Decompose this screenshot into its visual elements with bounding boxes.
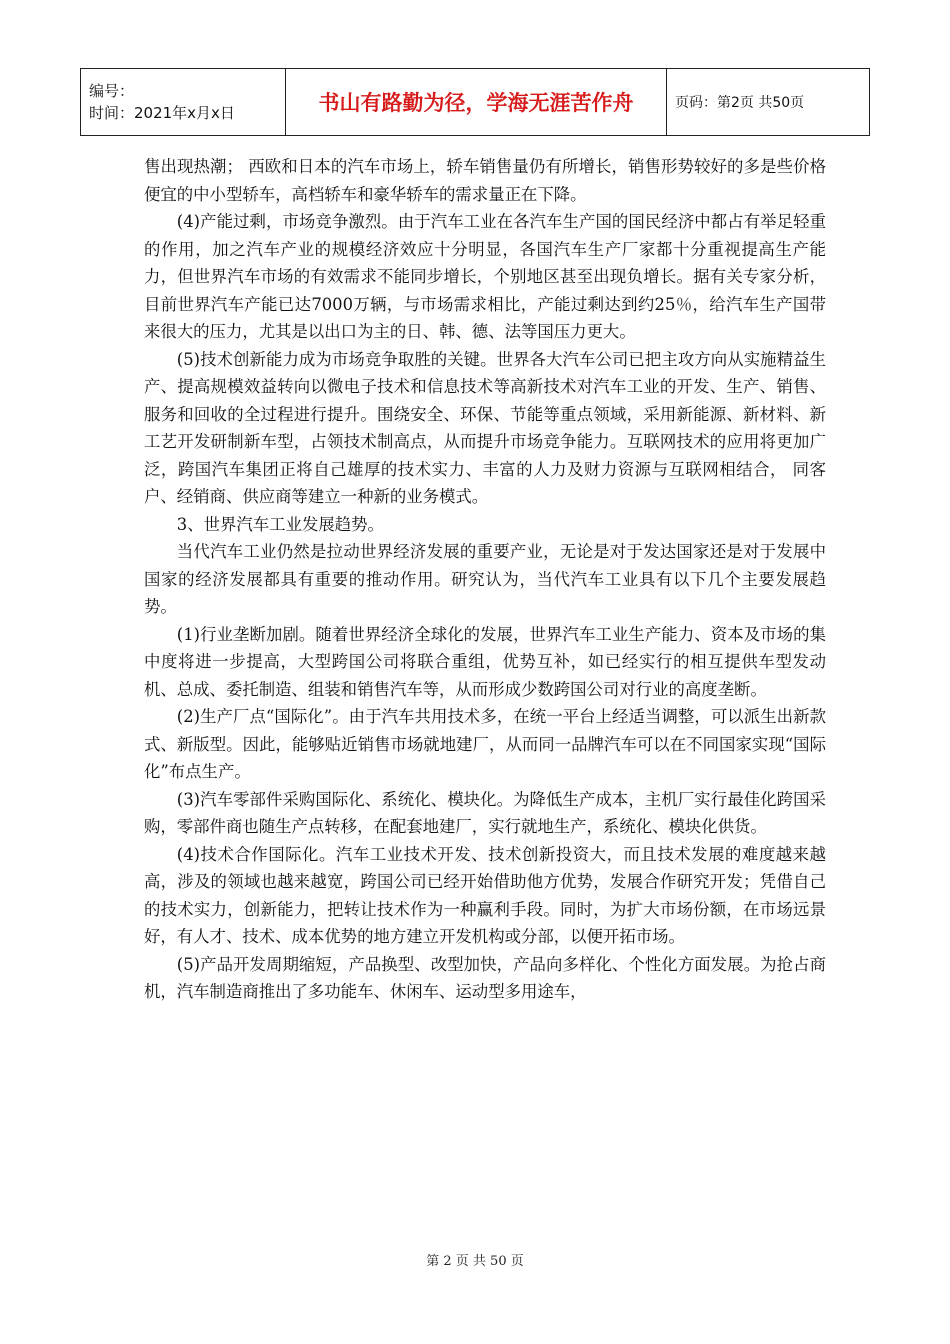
header-motto: 书山有路勤为径，学海无涯苦作舟 [286,69,667,136]
paragraph: 售出现热潮； 西欧和日本的汽车市场上，轿车销售量仍有所增长，销售形势较好的多是些价格便宜的中小型轿车，高档轿车和豪华轿车的需求量正在下降。 [144,157,826,204]
paragraph: (4)技术合作国际化。汽车工业技术开发、技术创新投资大，而且技术发展的难度越来越高，涉及的领域也越来越宽，跨国公司已经开始借助他方优势，发展合作研究开发；凭借自己的技术实力，创新能力，把转让技术作为一种赢利手段。同时，为扩大市场份额，在市场远景好，有人才、技术、成本优势的地方建立开发机构或分部，以便开拓市场。 [144,844,826,946]
header-meta [81,69,286,136]
paragraph: (3)汽车零部件采购国际化、系统化、模块化。为降低生产成本，主机厂实行最佳化跨国采购，零部件商也随生产点转移，在配套地建厂，实行就地生产，系统化、模块化供货。 [144,789,826,836]
paragraph: (5)技术创新能力成为市场竞争取胜的关键。世界各大汽车公司已把主攻方向从实施精益生产、提高规模效益转向以微电子技术和信息技术等高新技术对汽车工业的开发、生产、销售、服务和回收的全过程进行提升。围绕安全、环保、节能等重点领域，采用新能源、新材料、新工艺开发研制新车型，占领技术制高点，从而提升市场竞争能力。互联网技术的应用将更加广泛，跨国汽车集团正将自己雄厚的技术实力、丰富的人力及财力资源与互联网相结合， 同客户、经销商、供应商等建立一种新的业务模式。 [144,349,826,506]
paragraph: (2)生产厂点“国际化”。由于汽车共用技术多，在统一平台上经适当调整，可以派生出新款式、新版型。因此，能够贴近销售市场就地建厂，从而同一品牌汽车可以在不同国家实现“国际化”布点生产。 [144,707,826,781]
paragraph: (4)产能过剩，市场竞争激烈。由于汽车工业在各汽车生产国的国民经济中都占有举足轻重的作用，加之汽车产业的规模经济效应十分明显，各国汽车生产厂家都十分重视提高生产能力，但世界汽车市场的有效需求不能同步增长，个别地区甚至出现负增长。据有关专家分析，目前世界汽车产能已达7000万辆，与市场需求相比，产能过剩达到约25％，给汽车生产国带来很大的压力，尤其是以出口为主的日、韩、德、法等国压力更大。 [144,212,826,341]
header-page-label: 页码：第2页 共50页 [667,69,870,136]
paragraph: (1)行业垄断加剧。随着世界经济全球化的发展，世界汽车工业生产能力、资本及市场的集中度将进一步提高，大型跨国公司将联合重组，优势互补，如已经实行的相互提供车型发动机、总成、委托制造、组装和销售汽车等，从而形成少数跨国公司对行业的高度垄断。 [144,624,826,699]
document-time-label: 时间：2021年x月x日 [89,104,235,122]
document-number-label: 编号： [89,82,135,100]
paragraph: (5)产品开发周期缩短，产品换型、改型加快，产品向多样化、个性化方面发展。为抢占商机，汽车制造商推出了多功能车、休闲车、运动型多用途车， [144,954,826,1001]
section-heading: 3、世界汽车工业发展趋势。 [176,514,384,534]
page-footer: 第 2 页 共 50 页 [426,1254,524,1269]
document-body [144,153,826,1006]
page-header [80,68,870,136]
paragraph: 当代汽车工业仍然是拉动世界经济发展的重要产业，无论是对于发达国家还是对于发展中国家的经济发展都具有重要的推动作用。研究认为，当代汽车工业具有以下几个主要发展趋势。 [144,542,826,616]
